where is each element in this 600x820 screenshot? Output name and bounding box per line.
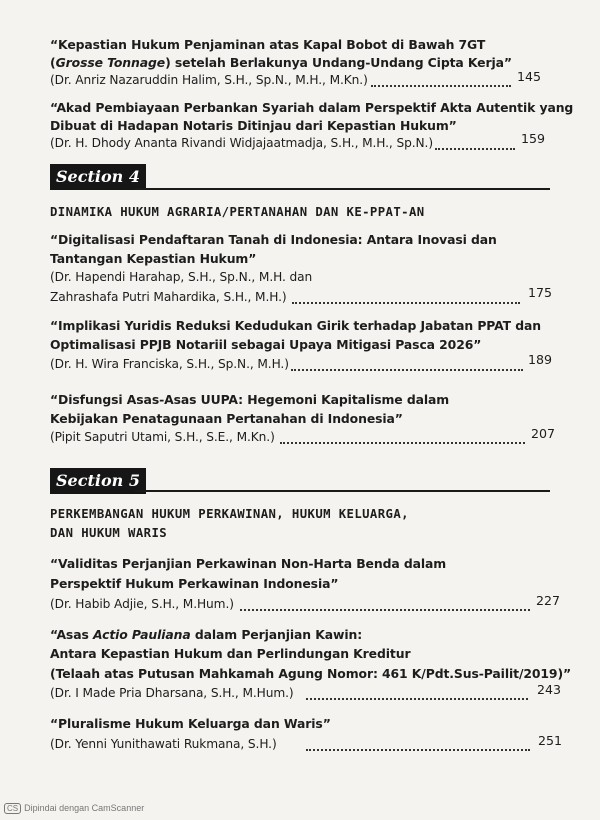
entry-author: (Dr. I Made Pria Dharsana, S.H., M.Hum.) bbox=[50, 686, 294, 700]
page-number: 243 bbox=[536, 682, 561, 697]
entry-author: (Dr. Anriz Nazaruddin Halim, S.H., Sp.N., M.H., M.Kn.) bbox=[50, 73, 368, 87]
entry-title-line: Kebijakan Penatagunaan Pertanahan di Indonesia” bbox=[50, 411, 403, 426]
entry-title-line: “Digitalisasi Pendaftaran Tanah di Indonesia: Antara Inovasi dan bbox=[50, 232, 497, 247]
leader-dots bbox=[291, 369, 523, 371]
entry-title-line: “Disfungsi Asas-Asas UUPA: Hegemoni Kapitalisme dalam bbox=[50, 392, 450, 407]
section-5-heading: DAN HUKUM WARIS bbox=[50, 526, 168, 540]
leader-dots bbox=[292, 302, 520, 304]
entry-title-line: “Validitas Perjanjian Perkawinan Non-Harta Benda dalam bbox=[50, 556, 447, 571]
entry-title-line: “Pluralisme Hukum Keluarga dan Waris” bbox=[50, 716, 331, 731]
entry-author: (Dr. Yenni Yunithawati Rukmana, S.H.) bbox=[50, 737, 277, 751]
entry-title-line: “Asas Actio Pauliana dalam Perjanjian Kawin: bbox=[50, 627, 363, 642]
entry-title-line: Antara Kepastian Hukum dan Perlindungan Kreditur bbox=[50, 646, 411, 661]
page-number: 145 bbox=[516, 69, 541, 84]
page-number: 189 bbox=[527, 352, 552, 367]
entry-author: (Dr. Hapendi Harahap, S.H., Sp.N., M.H. dan bbox=[50, 270, 313, 284]
section-rule bbox=[135, 188, 550, 190]
entry-title-line: Optimalisasi PPJB Notariil sebagai Upaya Mitigasi Pasca 2026” bbox=[50, 337, 482, 352]
page-number: 175 bbox=[527, 285, 552, 300]
italic-term: Actio Pauliana bbox=[92, 627, 191, 642]
section-5-heading: PERKEMBANGAN HUKUM PERKAWINAN, HUKUM KELUARGA, bbox=[50, 507, 409, 521]
scanner-watermark: CS Dipindai dengan CamScanner bbox=[4, 803, 144, 814]
entry-title-line: Dibuat di Hadapan Notaris Ditinjau dari Kepastian Hukum” bbox=[50, 118, 457, 133]
entry-title-line: Perspektif Hukum Perkawinan Indonesia” bbox=[50, 576, 339, 591]
entry-author: (Dr. H. Wira Franciska, S.H., Sp.N., M.H.) bbox=[50, 357, 289, 371]
section-5-label: Section 5 bbox=[50, 468, 146, 494]
entry-author: (Dr. Habib Adjie, S.H., M.Hum.) bbox=[50, 597, 234, 611]
camscanner-icon: CS bbox=[4, 803, 21, 814]
page-number: 207 bbox=[530, 426, 555, 441]
leader-dots bbox=[240, 609, 530, 611]
entry-title-line: (Telaah atas Putusan Mahkamah Agung Nomor: 461 K/Pdt.Sus-Pailit/2019)” bbox=[50, 666, 572, 681]
entry-title-line: “Kepastian Hukum Penjaminan atas Kapal Bobot di Bawah 7GT bbox=[50, 37, 486, 52]
leader-dots bbox=[371, 85, 511, 87]
section-4-label: Section 4 bbox=[50, 164, 146, 190]
page-number: 251 bbox=[537, 733, 562, 748]
leader-dots bbox=[306, 749, 530, 751]
entry-title-line: “Akad Pembiayaan Perbankan Syariah dalam Perspektif Akta Autentik yang bbox=[50, 100, 574, 115]
leader-dots bbox=[306, 698, 528, 700]
page-number: 227 bbox=[535, 593, 560, 608]
entry-title-line: Tantangan Kepastian Hukum” bbox=[50, 251, 257, 266]
page-number: 159 bbox=[520, 131, 545, 146]
entry-author: (Pipit Saputri Utami, S.H., S.E., M.Kn.) bbox=[50, 430, 275, 444]
section-4-heading: DINAMIKA HUKUM AGRARIA/PERTANAHAN DAN KE-PPAT-AN bbox=[50, 205, 425, 219]
entry-title-line: (Grosse Tonnage) setelah Berlakunya Undang-Undang Cipta Kerja” bbox=[50, 55, 512, 70]
entry-author: Zahrashafa Putri Mahardika, S.H., M.H.) bbox=[50, 290, 287, 304]
leader-dots bbox=[435, 148, 515, 150]
italic-term: Grosse Tonnage bbox=[55, 55, 166, 70]
entry-title-line: “Implikasi Yuridis Reduksi Kedudukan Girik terhadap Jabatan PPAT dan bbox=[50, 318, 541, 333]
leader-dots bbox=[280, 442, 525, 444]
section-rule bbox=[135, 490, 550, 492]
entry-author: (Dr. H. Dhody Ananta Rivandi Widjajaatmadja, S.H., M.H., Sp.N.) bbox=[50, 136, 433, 150]
